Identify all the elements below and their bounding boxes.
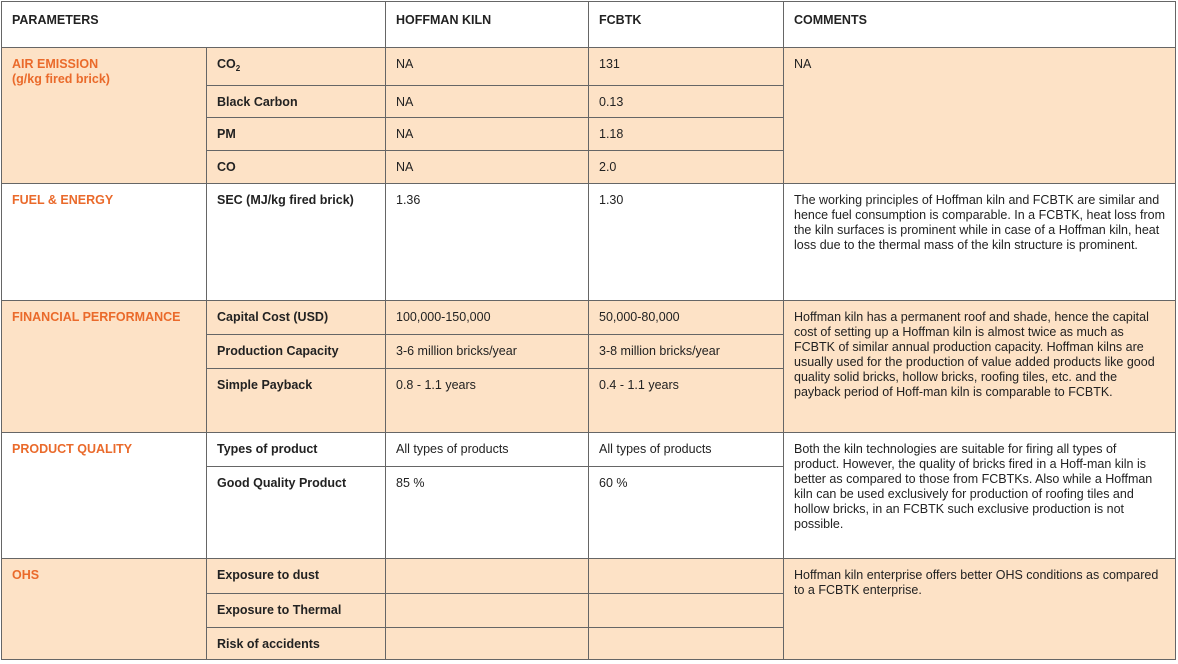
table-row <box>2 48 1176 86</box>
param-cell: PM <box>207 118 386 151</box>
fcbtk-value <box>589 594 784 628</box>
hoffman-value: NA <box>386 118 589 151</box>
table-row <box>2 433 1176 467</box>
comment-fuel-energy: The working principles of Hoffman kiln and FCBTK are similar and hence fuel consumption is comparable. In a FCBTK, heat loss from the kiln surfaces is prominent while in case of a Hoffman kiln, heat loss due to the thermal mass of the kiln structure is prominent. <box>784 184 1176 301</box>
param-cell: Exposure to Thermal <box>207 594 386 628</box>
fcbtk-value: 131 <box>589 48 784 86</box>
param-cell: Good Quality Product <box>207 467 386 559</box>
fcbtk-value: 2.0 <box>589 151 784 184</box>
category-fuel-energy: FUEL & ENERGY <box>2 184 207 301</box>
table-row <box>2 301 1176 335</box>
hoffman-value: 100,000-150,000 <box>386 301 589 335</box>
fcbtk-value: 1.30 <box>589 184 784 301</box>
header-parameters: PARAMETERS <box>2 2 386 48</box>
fcbtk-value: 1.18 <box>589 118 784 151</box>
category-product-quality: PRODUCT QUALITY <box>2 433 207 559</box>
hoffman-value: 85 % <box>386 467 589 559</box>
header-comments: COMMENTS <box>784 2 1176 48</box>
hoffman-value: NA <box>386 86 589 118</box>
category-air-emission <box>2 48 207 184</box>
param-cell: CO <box>207 151 386 184</box>
fcbtk-value: 0.4 - 1.1 years <box>589 369 784 433</box>
param-cell: Black Carbon <box>207 86 386 118</box>
hoffman-value <box>386 594 589 628</box>
param-cell: Types of product <box>207 433 386 467</box>
fcbtk-value <box>589 559 784 594</box>
fcbtk-value: 50,000-80,000 <box>589 301 784 335</box>
category-financial-performance: FINANCIAL PERFORMANCE <box>2 301 207 433</box>
category-ohs: OHS <box>2 559 207 660</box>
hoffman-value <box>386 559 589 594</box>
param-label: CO <box>217 57 236 71</box>
fcbtk-value: 0.13 <box>589 86 784 118</box>
comment-air-emission: NA <box>784 48 1176 184</box>
fcbtk-value: 60 % <box>589 467 784 559</box>
param-cell: Risk of accidents <box>207 628 386 660</box>
fcbtk-value <box>589 628 784 660</box>
comparison-table <box>1 1 1176 660</box>
comment-ohs: Hoffman kiln enterprise offers better OHS conditions as compared to a FCBTK enterprise. <box>784 559 1176 660</box>
comment-product-quality: Both the kiln technologies are suitable for firing all types of product. However, the quality of bricks fired in a Hoff-man kiln is better as compared to those from FCBTKs. Also while a Hoffman kiln can be used exclusively for production of roofing tiles and hollow bricks, in an FCBTK such exclusive production is not possible. <box>784 433 1176 559</box>
header-row <box>2 2 1176 48</box>
param-subscript: 2 <box>235 64 241 73</box>
param-cell: SEC (MJ/kg fired brick) <box>207 184 386 301</box>
param-cell: Production Capacity <box>207 335 386 369</box>
header-hoffman: HOFFMAN KILN <box>386 2 589 48</box>
param-cell: Capital Cost (USD) <box>207 301 386 335</box>
hoffman-value: NA <box>386 48 589 86</box>
header-fcbtk: FCBTK <box>589 2 784 48</box>
param-cell: Simple Payback <box>207 369 386 433</box>
table-row <box>2 559 1176 594</box>
table-row <box>2 184 1176 301</box>
hoffman-value: 3-6 million bricks/year <box>386 335 589 369</box>
hoffman-value: All types of products <box>386 433 589 467</box>
fcbtk-value: All types of products <box>589 433 784 467</box>
comment-financial-performance: Hoffman kiln has a permanent roof and shade, hence the capital cost of setting up a Hoffman kiln is almost twice as much as FCBTK of similar annual production capacity. Hoffman kilns are usually used for the production of value added products like good quality solid bricks, hollow bricks, roofing tiles, etc. and the payback period of Hoff-man kiln is comparable to FCBTK. <box>784 301 1176 433</box>
hoffman-value: NA <box>386 151 589 184</box>
category-label: AIR EMISSION <box>12 57 99 71</box>
hoffman-value <box>386 628 589 660</box>
param-cell: Exposure to dust <box>207 559 386 594</box>
hoffman-value: 1.36 <box>386 184 589 301</box>
param-cell <box>207 48 386 86</box>
category-sublabel: (g/kg fired brick) <box>12 72 110 86</box>
fcbtk-value: 3-8 million bricks/year <box>589 335 784 369</box>
hoffman-value: 0.8 - 1.1 years <box>386 369 589 433</box>
